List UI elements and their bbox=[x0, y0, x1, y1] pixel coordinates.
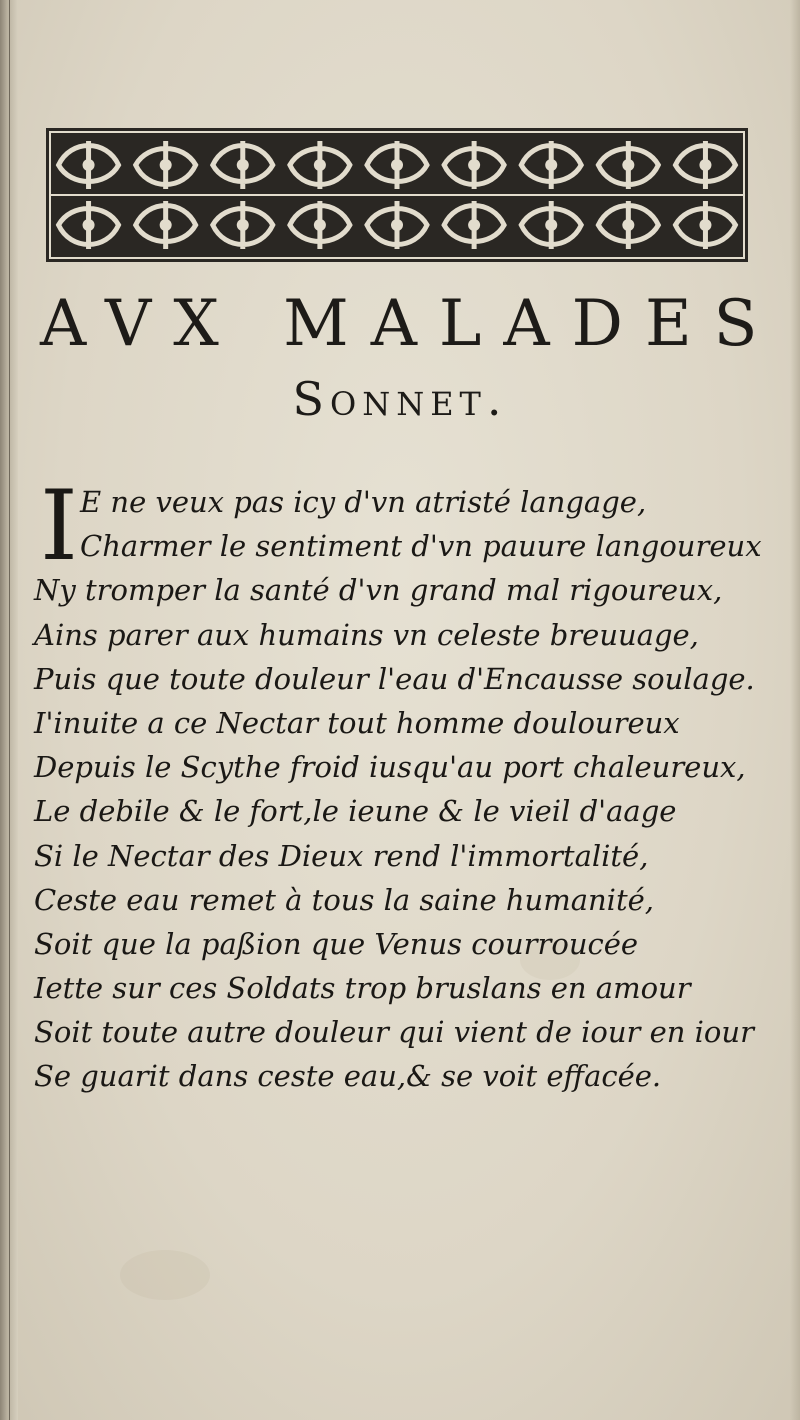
page-subtitle: Sonnet. bbox=[292, 372, 508, 426]
ornament-dot bbox=[160, 159, 172, 171]
sonnet-line: Si le Nectar des Dieux rend l'immortalité, bbox=[34, 838, 649, 873]
sonnet-line: Soit que la paßion que Venus courroucée bbox=[34, 926, 639, 961]
ornament-dot bbox=[314, 219, 326, 231]
ornament-dot bbox=[237, 219, 249, 231]
sonnet-line: Ains parer aux humains vn celeste breuuage, bbox=[34, 617, 699, 652]
ornament-dot bbox=[468, 159, 480, 171]
ornament-dot bbox=[699, 219, 711, 231]
sonnet-text bbox=[34, 470, 774, 1099]
decorative-headpiece-ornament bbox=[46, 128, 748, 262]
sonnet-line: E ne veux pas icy d'vn atristé langage, bbox=[80, 485, 647, 519]
binding-edge-line bbox=[9, 0, 10, 1420]
drop-cap: I bbox=[40, 470, 78, 582]
ornament-dot bbox=[391, 159, 403, 171]
ornament-dot bbox=[391, 219, 403, 231]
ornament-dot bbox=[699, 159, 711, 171]
ornament-dot bbox=[545, 219, 557, 231]
ornament-dot bbox=[160, 219, 172, 231]
sonnet-line: Depuis le Scythe froid iusqu'au port chaleureux, bbox=[34, 750, 746, 785]
sonnet-line: Se guarit dans ceste eau,& se voit effacée. bbox=[34, 1059, 662, 1094]
ornament-dot bbox=[237, 159, 249, 171]
ornament-dot bbox=[545, 159, 557, 171]
sonnet-line: I'inuite a ce Nectar tout homme douloureux bbox=[34, 705, 680, 740]
page-title: AVX MALADES bbox=[40, 287, 780, 361]
sonnet-line: Iette sur ces Soldats trop bruslans en amour bbox=[34, 971, 691, 1006]
ornament-dot bbox=[83, 159, 95, 171]
ornament-dot bbox=[468, 219, 480, 231]
ornament-dot bbox=[622, 159, 634, 171]
sonnet-line: Le debile & le fort,le ieune & le vieil d'aage bbox=[34, 794, 677, 829]
sonnet-line: Puis que toute douleur l'eau d'Encausse soulage. bbox=[34, 661, 755, 696]
page-edge-shadow bbox=[790, 0, 800, 1420]
ornament-dot bbox=[622, 219, 634, 231]
sonnet-line: Charmer le sentiment d'vn pauure langoureux bbox=[80, 529, 762, 564]
sonnet-line: Ny tromper la santé d'vn grand mal rigoureux, bbox=[34, 573, 723, 608]
sonnet-line: Soit toute autre douleur qui vient de iour en iour bbox=[34, 1015, 754, 1050]
ornament-dot bbox=[83, 219, 95, 231]
paper-stain bbox=[120, 1250, 210, 1300]
ornament-dot bbox=[314, 159, 326, 171]
sonnet-line: Ceste eau remet à tous la saine humanité, bbox=[34, 882, 654, 917]
